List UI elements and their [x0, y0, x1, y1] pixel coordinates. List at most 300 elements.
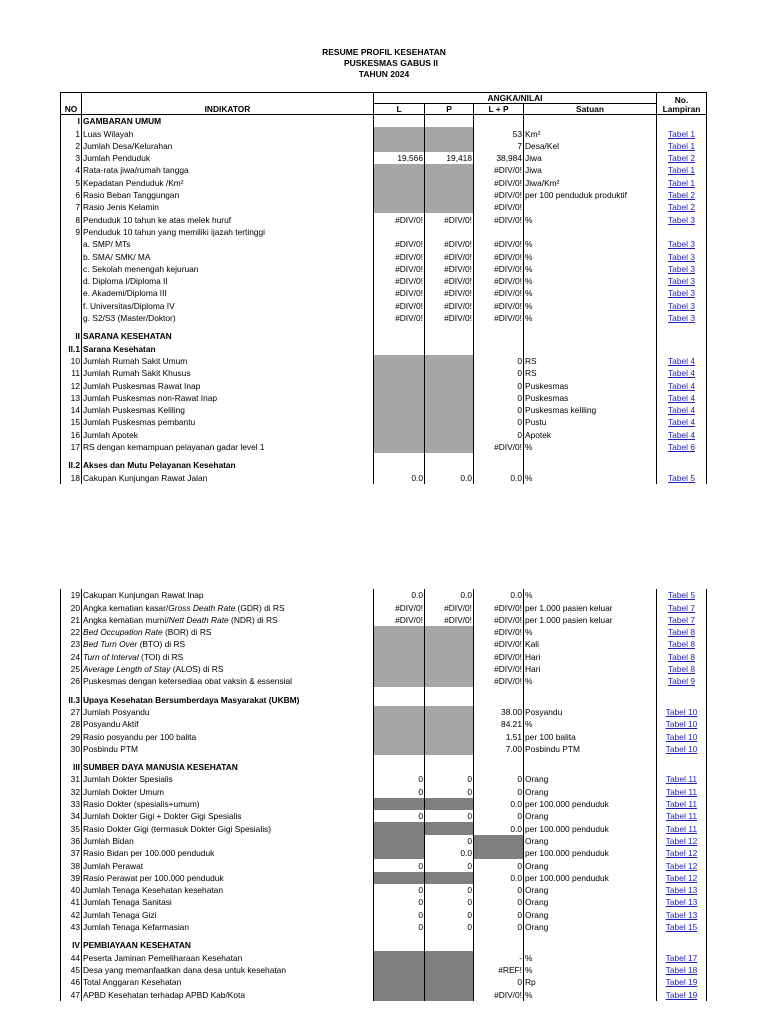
header-satuan: Satuan — [524, 104, 657, 115]
value-l — [374, 392, 425, 404]
row-number: 31 — [61, 773, 82, 785]
value-p: #DIV/0! — [425, 213, 474, 225]
indicator-italic-term: Nett Death Rate — [168, 614, 229, 625]
lampiran-link[interactable]: Tabel 15 — [665, 922, 698, 933]
row-number: 40 — [61, 884, 82, 896]
empty-cell — [524, 330, 657, 342]
section-number: II.2 — [61, 459, 82, 471]
lampiran-cell — [657, 428, 707, 440]
lampiran-link[interactable]: Tabel 10 — [665, 731, 698, 742]
row-number — [61, 263, 82, 275]
table-row — [61, 743, 707, 755]
indicator-name — [82, 988, 374, 1000]
indicator-text: Jumlah Posyandu — [83, 706, 150, 717]
value-lp: #DIV/0! — [474, 287, 524, 299]
indicator-name — [82, 127, 374, 139]
value-l: 19,566 — [374, 152, 425, 164]
indicator-text: APBD Kesehatan terhadap APBD Kab/Kota — [83, 989, 246, 1000]
value-lp: - — [474, 951, 524, 963]
value-lp: #REF! — [474, 964, 524, 976]
indicator-name — [82, 441, 374, 453]
lampiran-link[interactable]: Tabel 5 — [667, 472, 695, 483]
empty-cell — [524, 761, 657, 773]
row-number: 4 — [61, 164, 82, 176]
empty-cell — [657, 459, 707, 471]
indicator-name — [82, 964, 374, 976]
lampiran-cell — [657, 675, 707, 687]
unit-satuan: Orang — [524, 908, 657, 920]
indicator-name — [82, 189, 374, 201]
unit-satuan: per 100.000 penduduk — [524, 822, 657, 834]
unit-satuan: Orang — [524, 785, 657, 797]
table-row — [61, 835, 707, 847]
unit-satuan: Orang — [524, 773, 657, 785]
lampiran-link[interactable]: Tabel 1 — [667, 177, 695, 188]
indicator-text: e. Akademi/Diploma III — [83, 288, 167, 299]
value-lp: 0 — [474, 416, 524, 428]
lampiran-cell — [657, 730, 707, 742]
lampiran-link[interactable]: Tabel 4 — [667, 405, 695, 416]
table-row — [61, 176, 707, 188]
indicator-text: Jumlah Tenaga Kesehatan kesehatan — [83, 885, 223, 896]
indicator-name — [82, 626, 374, 638]
lampiran-link[interactable]: Tabel 12 — [665, 848, 698, 859]
lampiran-cell — [657, 872, 707, 884]
value-l: #DIV/0! — [374, 601, 425, 613]
unit-satuan: per 100.000 penduduk — [524, 847, 657, 859]
unit-satuan: % — [524, 287, 657, 299]
row-number: 16 — [61, 428, 82, 440]
value-p — [425, 441, 474, 453]
indicator-name — [82, 355, 374, 367]
lampiran-link[interactable]: Tabel 3 — [667, 313, 695, 324]
table-row — [61, 152, 707, 164]
unit-satuan: Kali — [524, 638, 657, 650]
section-title: PEMBIAYAAN KESEHATAN — [82, 939, 374, 951]
unit-satuan: per 1.000 pasien keluar — [524, 601, 657, 613]
lampiran-link[interactable]: Tabel 4 — [667, 380, 695, 391]
empty-cell — [425, 459, 474, 471]
value-l — [374, 127, 425, 139]
lampiran-link[interactable]: Tabel 10 — [665, 706, 698, 717]
row-number: 45 — [61, 964, 82, 976]
lampiran-link[interactable]: Tabel 11 — [665, 786, 698, 797]
indicator-name — [82, 743, 374, 755]
value-l — [374, 663, 425, 675]
lampiran-link[interactable]: Tabel 8 — [667, 627, 695, 638]
value-l — [374, 798, 425, 810]
value-p — [425, 140, 474, 152]
value-lp: 1.51 — [474, 730, 524, 742]
lampiran-link[interactable]: Tabel 3 — [667, 263, 695, 274]
value-l: 0 — [374, 884, 425, 896]
value-p — [425, 127, 474, 139]
lampiran-cell — [657, 355, 707, 367]
value-l: #DIV/0! — [374, 312, 425, 324]
unit-satuan: % — [524, 213, 657, 225]
indicator-text: Rasio Dokter (spesialis+umum) — [83, 799, 200, 810]
value-p — [425, 379, 474, 391]
indicator-name — [82, 773, 374, 785]
lampiran-link[interactable]: Tabel 2 — [667, 202, 695, 213]
lampiran-link[interactable]: Tabel 7 — [667, 602, 695, 613]
table-row — [61, 379, 707, 391]
indicator-name — [82, 614, 374, 626]
empty-cell — [425, 330, 474, 342]
lampiran-link[interactable]: Tabel 2 — [667, 153, 695, 164]
row-number: 27 — [61, 706, 82, 718]
lampiran-link[interactable]: Tabel 3 — [667, 239, 695, 250]
lampiran-link[interactable]: Tabel 19 — [665, 989, 698, 1000]
row-number: 8 — [61, 213, 82, 225]
value-lp: #DIV/0! — [474, 201, 524, 213]
lampiran-link[interactable]: Tabel 13 — [665, 885, 698, 896]
lampiran-cell — [657, 650, 707, 662]
table-row — [61, 693, 707, 705]
section-number: I — [61, 115, 82, 128]
lampiran-link[interactable]: Tabel 3 — [667, 288, 695, 299]
lampiran-link[interactable]: Tabel 8 — [667, 651, 695, 662]
value-l — [374, 951, 425, 963]
value-lp: #DIV/0! — [474, 988, 524, 1000]
value-p: #DIV/0! — [425, 312, 474, 324]
table-row — [61, 638, 707, 650]
table-row — [61, 675, 707, 687]
value-p: 0 — [425, 884, 474, 896]
lampiran-cell — [657, 287, 707, 299]
indicator-name — [82, 847, 374, 859]
section-title: Sarana Kesehatan — [82, 342, 374, 354]
row-number: 44 — [61, 951, 82, 963]
table-row — [61, 822, 707, 834]
report-year: TAHUN 2024 — [358, 69, 410, 79]
indicator-name — [82, 226, 374, 238]
lampiran-cell — [657, 152, 707, 164]
lampiran-link[interactable]: Tabel 2 — [667, 190, 695, 201]
lampiran-cell — [657, 189, 707, 201]
empty-cell — [524, 693, 657, 705]
lampiran-cell — [657, 976, 707, 988]
empty-cell — [425, 761, 474, 773]
value-lp: 0 — [474, 908, 524, 920]
lampiran-cell — [657, 718, 707, 730]
empty-cell — [425, 693, 474, 705]
value-lp: 0.0 — [474, 822, 524, 834]
value-l: 0 — [374, 773, 425, 785]
value-p — [425, 798, 474, 810]
value-l — [374, 835, 425, 847]
indicator-name — [82, 275, 374, 287]
lampiran-link[interactable]: Tabel 11 — [665, 774, 698, 785]
table-row — [61, 964, 707, 976]
row-number: 11 — [61, 367, 82, 379]
lampiran-link[interactable]: Tabel 3 — [667, 214, 695, 225]
lampiran-cell — [657, 127, 707, 139]
indicator-text: Jumlah Bidan — [83, 835, 134, 846]
report-title: RESUME PROFIL KESEHATAN — [322, 47, 446, 57]
unit-satuan: % — [524, 238, 657, 250]
table-row — [61, 287, 707, 299]
value-l — [374, 164, 425, 176]
lampiran-link[interactable]: Tabel 7 — [667, 614, 695, 625]
table-row — [61, 342, 707, 354]
unit-satuan: % — [524, 299, 657, 311]
indicator-suffix: (TOI) di RS — [138, 651, 184, 662]
indicator-text: Rasio Dokter Gigi (termasuk Dokter Gigi Spesialis) — [83, 823, 272, 834]
empty-cell — [474, 459, 524, 471]
unit-satuan: per 100.000 penduduk — [524, 798, 657, 810]
row-number — [61, 299, 82, 311]
lampiran-link[interactable]: Tabel 4 — [667, 355, 695, 366]
indicator-text: Peserta Jaminan Pemeliharaan Kesehatan — [83, 952, 243, 963]
empty-cell — [657, 693, 707, 705]
lampiran-cell — [657, 250, 707, 262]
value-lp: 0 — [474, 392, 524, 404]
lampiran-link[interactable]: Tabel 12 — [665, 860, 698, 871]
lampiran-link[interactable]: Tabel 4 — [667, 368, 695, 379]
value-lp: #DIV/0! — [474, 176, 524, 188]
value-l — [374, 441, 425, 453]
value-lp: #DIV/0! — [474, 238, 524, 250]
value-l — [374, 140, 425, 152]
lampiran-link[interactable]: Tabel 4 — [667, 392, 695, 403]
indicator-text: Posbindu PTM — [83, 743, 138, 754]
value-p: #DIV/0! — [425, 287, 474, 299]
value-p — [425, 822, 474, 834]
value-p: 0 — [425, 773, 474, 785]
lampiran-cell — [657, 312, 707, 324]
section-title: GAMBARAN UMUM — [82, 115, 374, 128]
indicator-text: Desa yang memanfaatkan dana desa untuk kesehatan — [83, 964, 286, 975]
table-row — [61, 650, 707, 662]
row-number: 29 — [61, 730, 82, 742]
indicator-text: Cakupan Kunjungan Rawat Inap — [83, 590, 204, 601]
indicator-text: g. S2/S3 (Master/Doktor) — [83, 313, 176, 324]
row-number: 7 — [61, 201, 82, 213]
lampiran-link[interactable]: Tabel 8 — [667, 639, 695, 650]
value-l — [374, 675, 425, 687]
table-row — [61, 663, 707, 675]
table-row — [61, 589, 707, 601]
lampiran-cell — [657, 176, 707, 188]
value-l — [374, 976, 425, 988]
lampiran-cell — [657, 164, 707, 176]
unit-satuan: % — [524, 589, 657, 601]
lampiran-cell — [657, 379, 707, 391]
lampiran-cell — [657, 404, 707, 416]
lampiran-cell — [657, 743, 707, 755]
unit-satuan: per 100 penduduk produktif — [524, 189, 657, 201]
unit-satuan: Jiwa — [524, 152, 657, 164]
lampiran-link[interactable]: Tabel 8 — [667, 664, 695, 675]
indicator-text: Luas Wilayah — [83, 128, 134, 139]
indicator-name — [82, 367, 374, 379]
row-number: 38 — [61, 859, 82, 871]
value-lp: 0 — [474, 921, 524, 933]
indicator-italic-term: Gross Death Rate — [168, 602, 236, 613]
indicator-text: Rata-rata jiwa/rumah tangga — [83, 165, 189, 176]
lampiran-cell — [657, 626, 707, 638]
indicator-name — [82, 785, 374, 797]
lampiran-link[interactable]: Tabel 1 — [667, 128, 695, 139]
lampiran-cell — [657, 706, 707, 718]
value-lp: 0 — [474, 785, 524, 797]
value-l — [374, 743, 425, 755]
lampiran-cell — [657, 908, 707, 920]
row-number: 14 — [61, 404, 82, 416]
value-lp — [474, 847, 524, 859]
empty-cell — [474, 115, 524, 128]
value-l — [374, 730, 425, 742]
lampiran-link[interactable]: Tabel 5 — [667, 590, 695, 601]
indicator-text: Jumlah Tenaga Kefarmasian — [83, 922, 189, 933]
lampiran-link[interactable]: Tabel 11 — [665, 811, 698, 822]
indicator-name — [82, 238, 374, 250]
unit-satuan: Pustu — [524, 416, 657, 428]
indicator-text: Jumlah Dokter Spesialis — [83, 774, 173, 785]
indicator-name — [82, 675, 374, 687]
lampiran-cell — [657, 847, 707, 859]
empty-cell — [657, 939, 707, 951]
lampiran-link[interactable]: Tabel 4 — [667, 429, 695, 440]
empty-cell — [474, 330, 524, 342]
table-row — [61, 226, 707, 238]
empty-cell — [657, 330, 707, 342]
lampiran-link[interactable]: Tabel 13 — [665, 909, 698, 920]
indicator-name — [82, 884, 374, 896]
table-row — [61, 730, 707, 742]
empty-cell — [474, 342, 524, 354]
row-number: 42 — [61, 908, 82, 920]
unit-satuan: Hari — [524, 650, 657, 662]
indicator-name — [82, 392, 374, 404]
lampiran-cell — [657, 263, 707, 275]
section-number: II.3 — [61, 693, 82, 705]
lampiran-link[interactable]: Tabel 12 — [665, 835, 698, 846]
value-l — [374, 650, 425, 662]
table-row — [61, 626, 707, 638]
value-p: #DIV/0! — [425, 275, 474, 287]
value-p — [425, 176, 474, 188]
row-number: 19 — [61, 589, 82, 601]
indicator-name — [82, 908, 374, 920]
row-number: 21 — [61, 614, 82, 626]
lampiran-link[interactable]: Tabel 13 — [665, 897, 698, 908]
lampiran-cell — [657, 896, 707, 908]
lampiran-link[interactable]: Tabel 3 — [667, 251, 695, 262]
value-lp: 53 — [474, 127, 524, 139]
indicator-text: Cakupan Kunjungan Rawat Jalan — [83, 472, 208, 483]
indicator-italic-term: Bed Occupation Rate — [83, 627, 163, 638]
lampiran-link[interactable]: Tabel 3 — [667, 276, 695, 287]
empty-cell — [374, 115, 425, 128]
unit-satuan: RS — [524, 367, 657, 379]
lampiran-link[interactable]: Tabel 9 — [667, 676, 695, 687]
indicator-text: d. Diploma I/Diploma II — [83, 276, 168, 287]
unit-satuan: Puskesmas keliling — [524, 404, 657, 416]
value-p: 0 — [425, 908, 474, 920]
indicator-text: Rasio Jenis Kelamin — [83, 202, 159, 213]
lampiran-cell — [657, 589, 707, 601]
unit-satuan: % — [524, 471, 657, 483]
indicator-name — [82, 471, 374, 483]
indicator-suffix: (BTO) di RS — [137, 639, 186, 650]
table-row — [61, 706, 707, 718]
lampiran-link[interactable]: Tabel 4 — [667, 417, 695, 428]
row-number: 47 — [61, 988, 82, 1000]
header-indikator: INDIKATOR — [82, 93, 374, 115]
lampiran-cell — [657, 884, 707, 896]
indicator-text: f. Universitas/Diploma IV — [83, 300, 175, 311]
table-row — [61, 238, 707, 250]
lampiran-link[interactable]: Tabel 1 — [667, 165, 695, 176]
lampiran-link[interactable]: Tabel 11 — [665, 799, 698, 810]
row-number: 23 — [61, 638, 82, 650]
value-p: #DIV/0! — [425, 601, 474, 613]
lampiran-link[interactable]: Tabel 3 — [667, 300, 695, 311]
section-title: SARANA KESEHATAN — [82, 330, 374, 342]
value-l: 0 — [374, 908, 425, 920]
indicator-name — [82, 152, 374, 164]
value-p — [425, 164, 474, 176]
value-p — [425, 638, 474, 650]
lampiran-cell — [657, 638, 707, 650]
table-row — [61, 250, 707, 262]
indicator-name — [82, 951, 374, 963]
indicator-text: b. SMA/ SMK/ MA — [83, 251, 151, 262]
lampiran-link[interactable]: Tabel 11 — [665, 823, 698, 834]
indicator-name — [82, 872, 374, 884]
value-p — [425, 743, 474, 755]
lampiran-link[interactable]: Tabel 1 — [667, 140, 695, 151]
lampiran-cell — [657, 773, 707, 785]
unit-satuan: Orang — [524, 896, 657, 908]
value-p — [425, 416, 474, 428]
indicator-italic-term: Bed Turn Over — [83, 639, 138, 650]
lampiran-link[interactable]: Tabel 19 — [665, 977, 698, 988]
unit-satuan: per 100 balita — [524, 730, 657, 742]
lampiran-cell — [657, 785, 707, 797]
unit-satuan: % — [524, 312, 657, 324]
lampiran-cell — [657, 614, 707, 626]
lampiran-link[interactable]: Tabel 17 — [665, 952, 698, 963]
lampiran-link[interactable]: Tabel 10 — [665, 743, 698, 754]
lampiran-link[interactable]: Tabel 12 — [665, 872, 698, 883]
lampiran-link[interactable]: Tabel 18 — [665, 964, 698, 975]
value-lp: #DIV/0! — [474, 275, 524, 287]
indicator-name — [82, 638, 374, 650]
indicator-text: RS dengan kemampuan pelayanan gadar level 1 — [83, 442, 265, 453]
row-number: 34 — [61, 810, 82, 822]
indicator-suffix: (NDR) di RS — [228, 614, 278, 625]
row-number: 32 — [61, 785, 82, 797]
unit-satuan: Puskesmas — [524, 379, 657, 391]
value-l: #DIV/0! — [374, 275, 425, 287]
lampiran-cell — [657, 392, 707, 404]
table-row — [61, 459, 707, 471]
indicator-name — [82, 404, 374, 416]
table-row — [61, 312, 707, 324]
resume-table-page-2 — [60, 589, 707, 1001]
value-l — [374, 988, 425, 1000]
unit-satuan: % — [524, 964, 657, 976]
value-l — [374, 189, 425, 201]
lampiran-link[interactable]: Tabel 10 — [665, 719, 698, 730]
value-p — [425, 730, 474, 742]
value-p — [425, 675, 474, 687]
row-number — [61, 312, 82, 324]
lampiran-link[interactable]: Tabel 6 — [667, 442, 695, 453]
